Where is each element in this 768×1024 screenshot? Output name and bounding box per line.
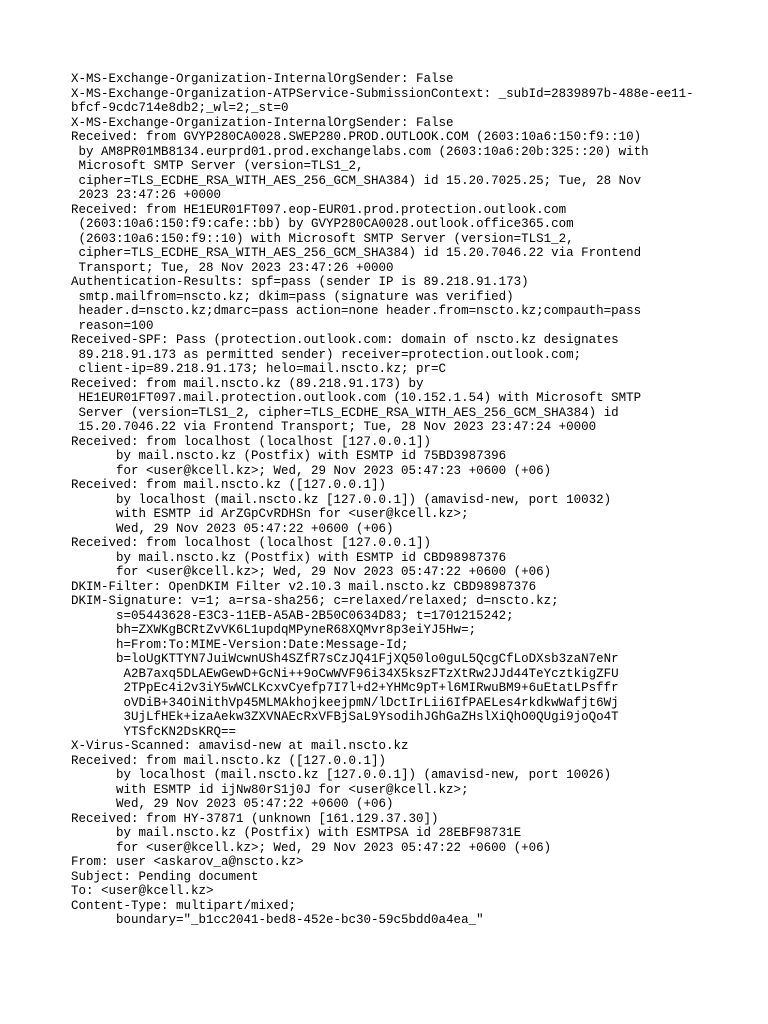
header-line: reason=100: [71, 318, 154, 333]
header-line: for <user@kcell.kz>; Wed, 29 Nov 2023 05:47:22 +0600 (+06): [71, 565, 552, 579]
header-line: boundary="_b1cc2041-bed8-452e-bc30-59c5bdd0a4ea_": [71, 913, 484, 927]
header-line: by mail.nscto.kz (Postfix) with ESMTPSA id 28EBF98731E: [71, 826, 522, 840]
header-line: DKIM-Signature: v=1; a=rsa-sha256; c=relaxed/relaxed; d=nscto.kz;: [71, 594, 559, 608]
header-line: header.d=nscto.kz;dmarc=pass action=none header.from=nscto.kz;compauth=pass: [71, 304, 642, 318]
header-line: Transport; Tue, 28 Nov 2023 23:47:26 +0000: [71, 260, 394, 275]
header-line: bh=ZXWKgBCRtZvVK6L1updqMPyneR68XQMvr8p3eiYJ5Hw=;: [71, 623, 477, 637]
header-line: (2603:10a6:150:f9:cafe::bb) by GVYP280CA0028.outlook.office365.com: [71, 217, 574, 231]
header-line: for <user@kcell.kz>; Wed, 29 Nov 2023 05:47:22 +0600 (+06): [71, 840, 552, 855]
header-line: 3UjLfHEk+izaAekw3ZXVNAEcRxVFBjSaL9YsodihJGhGaZHslXiQhO0QUgi9joQo4T: [71, 710, 619, 724]
header-line: Received: from localhost (localhost [127.0.0.1]): [71, 434, 432, 449]
header-line: by mail.nscto.kz (Postfix) with ESMTP id CBD98987376: [71, 550, 507, 565]
header-line: b=loUgKTTYN7JuiWcwnUSh4SZfR7sCzJQ41FjXQ50lo0guL5QcgCfLoDXsb3zaN7eNr: [71, 652, 619, 666]
header-line: 89.218.91.173 as permitted sender) receiver=protection.outlook.com;: [71, 347, 582, 362]
header-line: by mail.nscto.kz (Postfix) with ESMTP id 75BD3987396: [71, 449, 507, 463]
header-line: 15.20.7046.22 via Frontend Transport; Tue, 28 Nov 2023 23:47:24 +0000: [71, 420, 597, 434]
email-headers-document: [71, 72, 731, 942]
header-line: with ESMTP id ijNw80rS1j0J for <user@kcell.kz>;: [71, 782, 469, 797]
header-line: From: user <askarov_a@nscto.kz>: [71, 855, 304, 869]
header-line: smtp.mailfrom=nscto.kz; dkim=pass (signature was verified): [71, 289, 514, 304]
header-line: cipher=TLS_ECDHE_RSA_WITH_AES_256_GCM_SHA384) id 15.20.7046.22 via Frontend: [71, 246, 642, 260]
header-line: To: <user@kcell.kz>: [71, 884, 214, 898]
header-line: Received: from HY-37871 (unknown [161.129.37.30]): [71, 811, 439, 826]
header-line: [71, 928, 731, 943]
header-line: with ESMTP id ArZGpCvRDHSn for <user@kcell.kz>;: [71, 507, 469, 521]
header-line: s=05443628-E3C3-11EB-A5AB-2B50C0634D83; t=1701215242;: [71, 608, 514, 623]
header-line: Server (version=TLS1_2, cipher=TLS_ECDHE_RSA_WITH_AES_256_GCM_SHA384) id: [71, 405, 619, 420]
header-line: bfcf-9cdc714e8db2;_wl=2;_st=0: [71, 101, 289, 115]
header-line: Received: from HE1EUR01FT097.eop-EUR01.prod.protection.outlook.com: [71, 202, 567, 217]
header-line: X-MS-Exchange-Organization-InternalOrgSender: False: [71, 115, 454, 130]
header-line: 2023 23:47:26 +0000: [71, 188, 222, 202]
header-line: Subject: Pending document: [71, 869, 259, 884]
header-line: by AM8PR01MB8134.eurprd01.prod.exchangelabs.com (2603:10a6:20b:325::20) with: [71, 144, 649, 159]
header-line: Received: from localhost (localhost [127.0.0.1]): [71, 536, 432, 550]
header-line: Received: from mail.nscto.kz ([127.0.0.1]): [71, 478, 387, 492]
header-line: Wed, 29 Nov 2023 05:47:22 +0600 (+06): [71, 797, 394, 811]
header-line: DKIM-Filter: OpenDKIM Filter v2.10.3 mail.nscto.kz CBD98987376: [71, 579, 537, 594]
header-line: X-MS-Exchange-Organization-InternalOrgSender: False: [71, 72, 454, 86]
header-line: for <user@kcell.kz>; Wed, 29 Nov 2023 05:47:23 +0600 (+06): [71, 463, 552, 478]
header-line: oVDiB+34OiNithVp45MLMAkhojkeejpmN/lDctIrLii6IfPAELes4rkdkwWafjt6Wj: [71, 695, 619, 710]
header-line: client-ip=89.218.91.173; helo=mail.nscto.kz; pr=C: [71, 362, 447, 376]
header-line: Microsoft SMTP Server (version=TLS1_2,: [71, 159, 364, 173]
header-line: Received: from mail.nscto.kz (89.218.91.173) by: [71, 376, 424, 391]
header-line: by localhost (mail.nscto.kz [127.0.0.1]) (amavisd-new, port 10026): [71, 768, 612, 782]
header-line: h=From:To:MIME-Version:Date:Message-Id;: [71, 637, 409, 652]
header-line: by localhost (mail.nscto.kz [127.0.0.1]) (amavisd-new, port 10032): [71, 492, 612, 507]
header-line: cipher=TLS_ECDHE_RSA_WITH_AES_256_GCM_SHA384) id 15.20.7025.25; Tue, 28 Nov: [71, 173, 642, 188]
header-line: Received-SPF: Pass (protection.outlook.com: domain of nscto.kz designates: [71, 333, 619, 347]
header-line: 2TPpEc4i2v3iY5wWCLKcxvCyefp7I7l+d2+YHMc9pT+l6MIRwuBM9+6uEtatLPsffr: [71, 681, 619, 695]
header-line: YTSfcKN2DsKRQ==: [71, 724, 237, 739]
header-line: A2B7axq5DLAEwGewD+GcNi++9oCwWVF96i34X5kszFTzXtRw2JJd44TeYcztkigZFU: [71, 666, 619, 681]
header-line: X-Virus-Scanned: amavisd-new at mail.nscto.kz: [71, 739, 409, 753]
header-line: (2603:10a6:150:f9::10) with Microsoft SMTP Server (version=TLS1_2,: [71, 231, 574, 246]
header-line: HE1EUR01FT097.mail.protection.outlook.com (10.152.1.54) with Microsoft SMTP: [71, 391, 642, 405]
header-line: Authentication-Results: spf=pass (sender IP is 89.218.91.173): [71, 275, 529, 289]
header-line: Received: from mail.nscto.kz ([127.0.0.1]): [71, 753, 387, 768]
header-line: X-MS-Exchange-Organization-ATPService-SubmissionContext: _subId=2839897b-488e-ee11-: [71, 86, 694, 101]
header-line: Content-Type: multipart/mixed;: [71, 898, 297, 913]
header-line: Received: from GVYP280CA0028.SWEP280.PROD.OUTLOOK.COM (2603:10a6:150:f9::10): [71, 130, 642, 144]
header-line: Wed, 29 Nov 2023 05:47:22 +0600 (+06): [71, 521, 394, 536]
